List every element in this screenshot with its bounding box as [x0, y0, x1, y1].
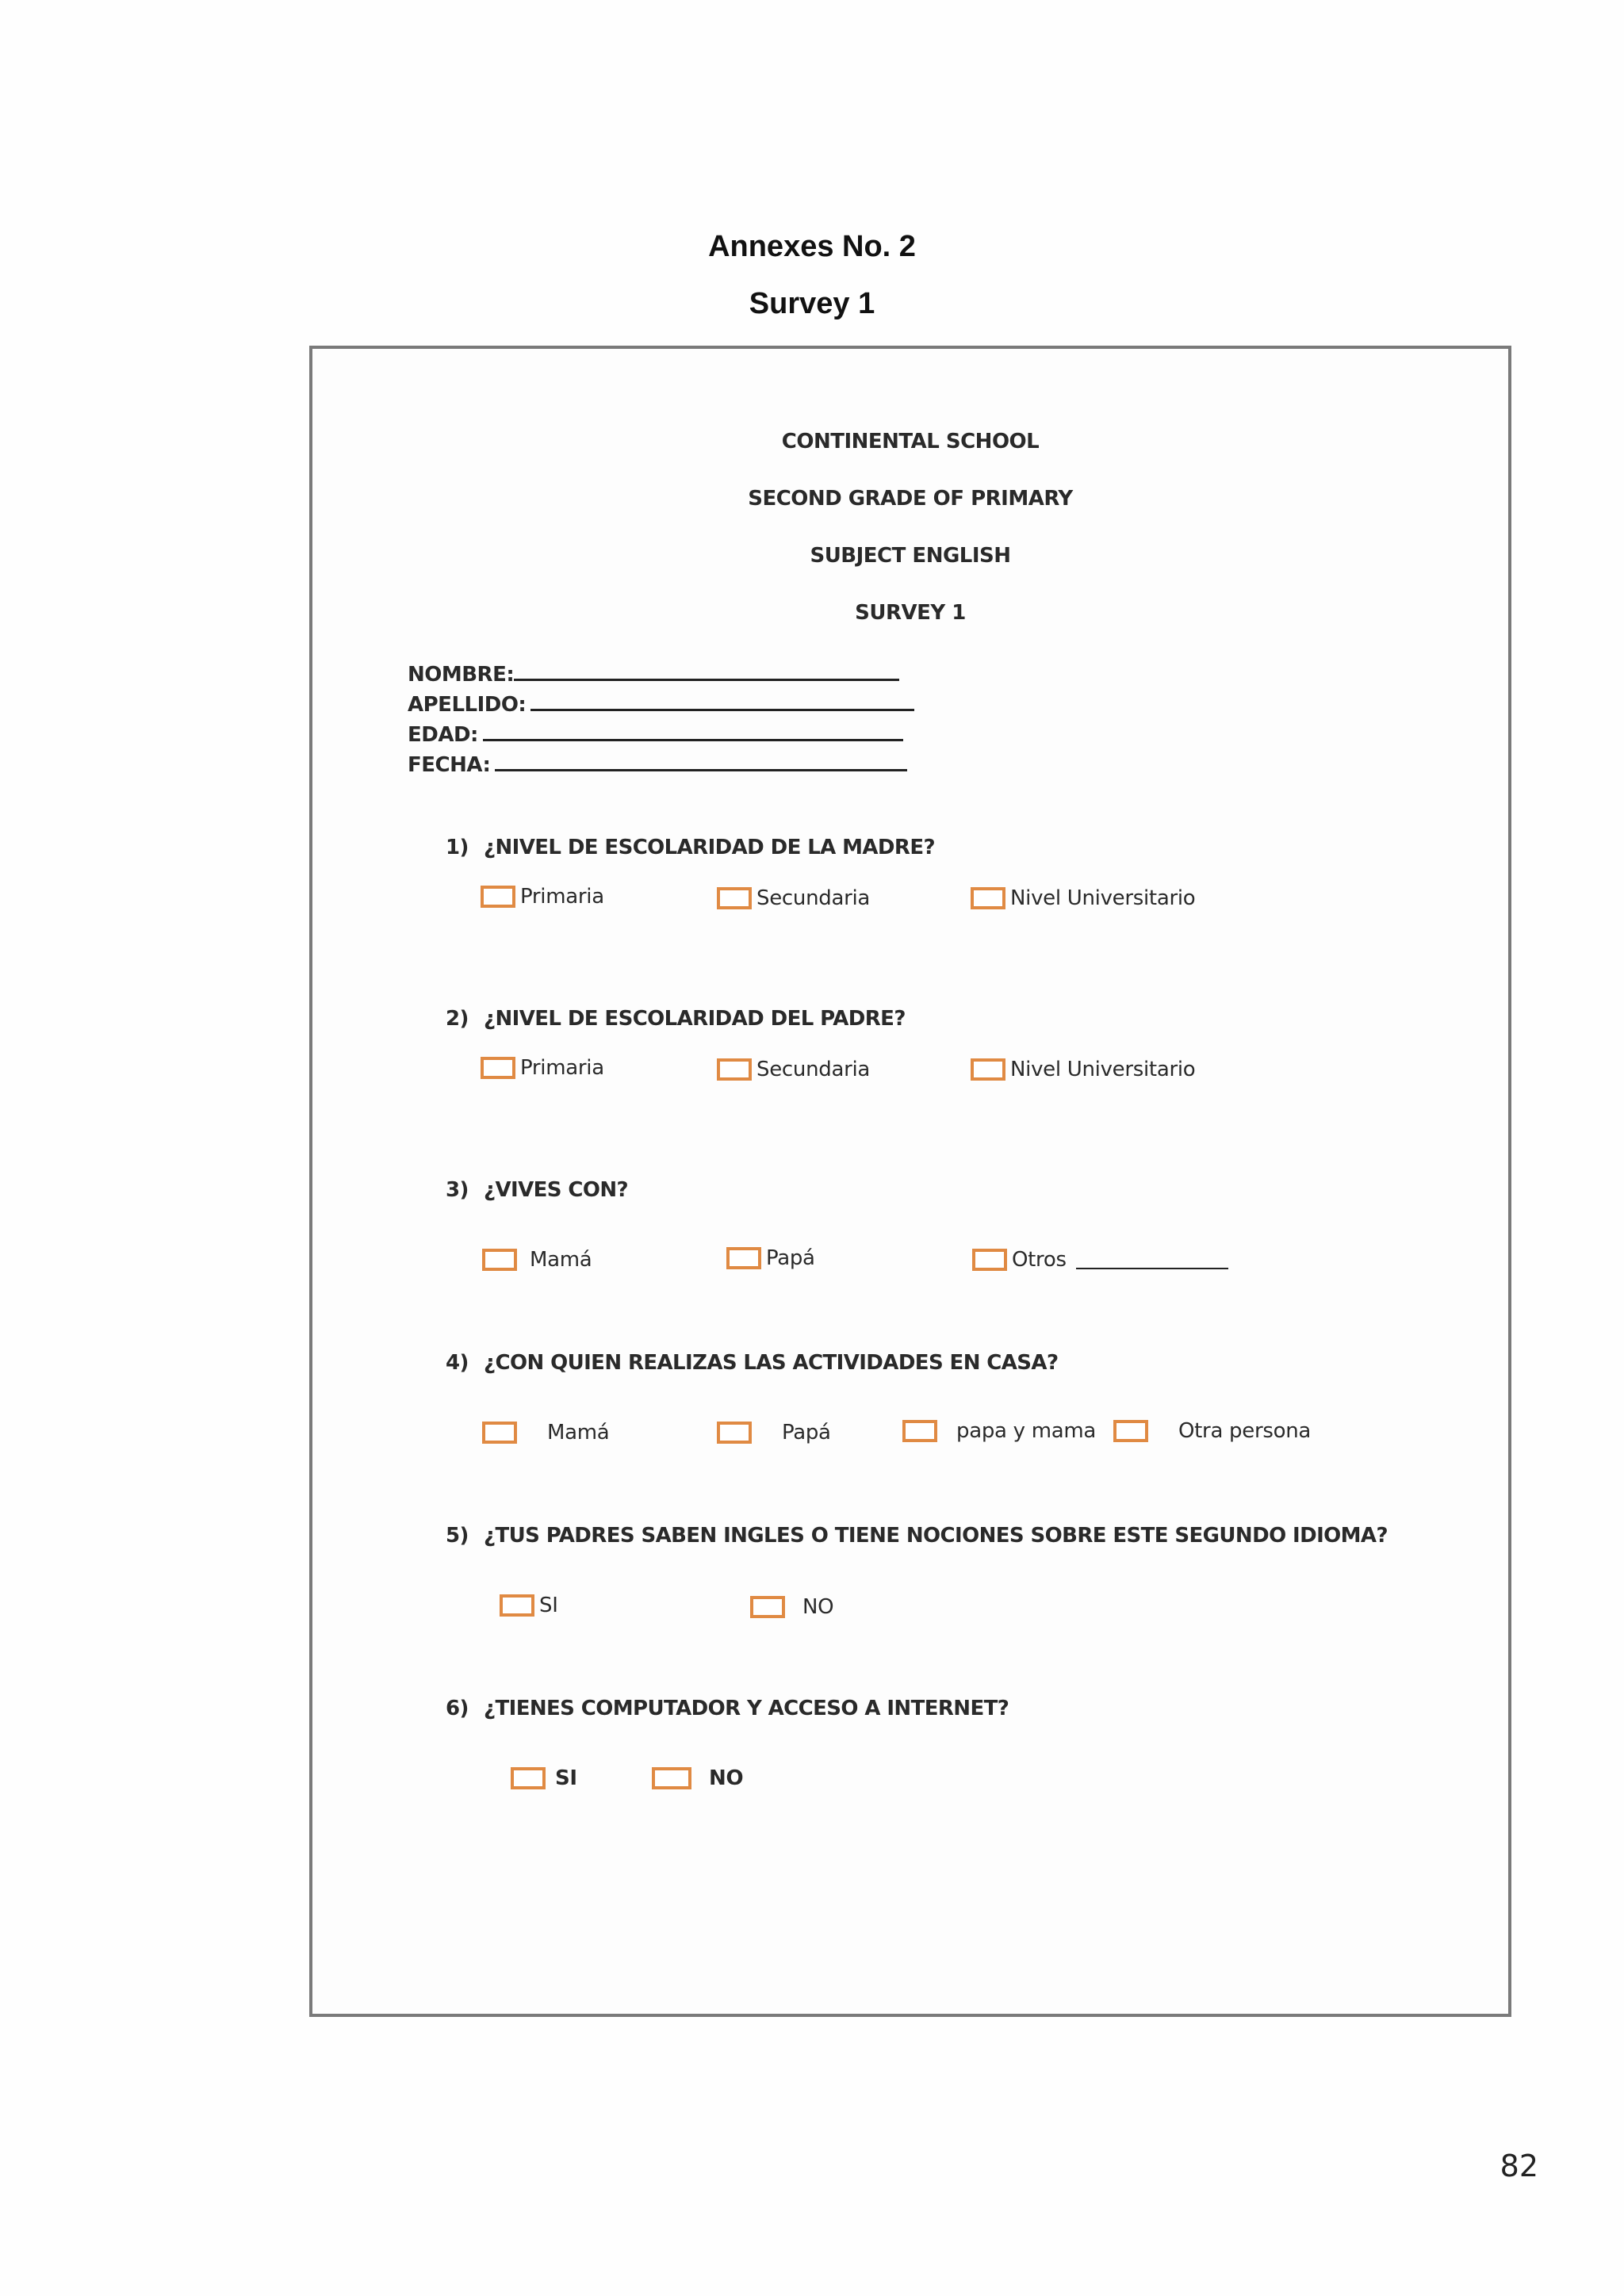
field-apellido[interactable] [408, 691, 914, 717]
field-nombre[interactable] [408, 661, 899, 687]
survey-heading: Survey 1 [749, 287, 875, 320]
question-5-number: 5) [446, 1524, 469, 1548]
school-name: CONTINENTAL SCHOOL [781, 430, 1040, 453]
checkbox[interactable] [971, 1058, 1005, 1081]
q1-option-secundaria[interactable] [717, 886, 870, 910]
question-3-text: ¿VIVES CON? [484, 1178, 628, 1202]
checkbox[interactable] [971, 887, 1005, 909]
option-label: Nivel Universitario [1010, 886, 1196, 910]
option-label: SI [539, 1594, 558, 1617]
option-label: Papá [766, 1246, 815, 1270]
option-label: NO [802, 1595, 834, 1619]
option-label: Secundaria [756, 1058, 871, 1081]
field-edad-line[interactable] [483, 721, 903, 741]
checkbox[interactable] [717, 1058, 752, 1081]
field-nombre-line[interactable] [514, 661, 899, 681]
field-nombre-label: NOMBRE: [408, 663, 515, 687]
otros-blank-line[interactable] [1076, 1250, 1228, 1269]
question-1-number: 1) [446, 836, 469, 859]
survey-title: SURVEY 1 [855, 601, 966, 625]
option-label: Papá [782, 1421, 831, 1445]
q2-option-universitario[interactable] [971, 1058, 1195, 1081]
field-fecha-label: FECHA: [408, 753, 491, 777]
q3-option-otros[interactable] [972, 1248, 1228, 1272]
checkbox[interactable] [717, 1422, 752, 1444]
survey-scan-frame [309, 346, 1511, 2017]
field-apellido-line[interactable] [530, 691, 914, 711]
question-6 [446, 1697, 1009, 1720]
question-4-number: 4) [446, 1351, 469, 1375]
checkbox[interactable] [481, 886, 515, 908]
question-6-number: 6) [446, 1697, 469, 1720]
q6-option-no[interactable] [652, 1766, 743, 1790]
q3-option-papa[interactable] [726, 1246, 815, 1270]
option-label: papa y mama [956, 1419, 1097, 1443]
question-2-text: ¿NIVEL DE ESCOLARIDAD DEL PADRE? [484, 1007, 906, 1031]
question-2-number: 2) [446, 1007, 469, 1031]
checkbox[interactable] [482, 1422, 517, 1444]
checkbox[interactable] [717, 887, 752, 909]
q5-option-si[interactable] [500, 1594, 558, 1617]
checkbox[interactable] [500, 1594, 534, 1617]
q4-option-papa[interactable] [717, 1421, 831, 1445]
subject-line: SUBJECT ENGLISH [810, 544, 1011, 568]
q4-option-papa-y-mama[interactable] [902, 1419, 1096, 1443]
question-4-text: ¿CON QUIEN REALIZAS LAS ACTIVIDADES EN CASA? [484, 1351, 1059, 1375]
question-1 [446, 836, 935, 859]
option-label: SI [555, 1766, 577, 1790]
field-edad-label: EDAD: [408, 723, 478, 747]
question-6-text: ¿TIENES COMPUTADOR Y ACCESO A INTERNET? [484, 1697, 1009, 1720]
question-2 [446, 1007, 906, 1031]
question-5-text: ¿TUS PADRES SABEN INGLES O TIENE NOCIONES SOBRE ESTE SEGUNDO IDIOMA? [484, 1524, 1388, 1548]
field-edad[interactable] [408, 721, 903, 747]
q1-option-primaria[interactable] [481, 885, 604, 909]
question-3 [446, 1178, 628, 1202]
field-fecha-line[interactable] [495, 752, 907, 771]
checkbox[interactable] [511, 1767, 546, 1789]
option-label: NO [709, 1766, 744, 1790]
field-fecha[interactable] [408, 752, 907, 777]
page-number: 82 [1500, 2149, 1538, 2183]
q4-option-otra-persona[interactable] [1113, 1419, 1311, 1443]
question-4 [446, 1351, 1058, 1375]
checkbox[interactable] [902, 1420, 937, 1442]
question-5 [446, 1524, 1388, 1548]
checkbox[interactable] [482, 1249, 517, 1271]
q6-option-si[interactable] [511, 1766, 577, 1790]
checkbox[interactable] [1113, 1420, 1148, 1442]
option-label: Mamá [530, 1248, 592, 1272]
q2-option-secundaria[interactable] [717, 1058, 870, 1081]
q5-option-no[interactable] [750, 1595, 833, 1619]
checkbox[interactable] [481, 1057, 515, 1079]
q3-option-mama[interactable] [482, 1248, 592, 1272]
option-label: Primaria [520, 1056, 604, 1080]
annex-heading: Annexes No. 2 [708, 230, 916, 263]
question-1-text: ¿NIVEL DE ESCOLARIDAD DE LA MADRE? [484, 836, 935, 859]
option-label: Otros [1012, 1248, 1067, 1272]
q2-option-primaria[interactable] [481, 1056, 604, 1080]
survey-form [312, 349, 1508, 2014]
checkbox[interactable] [652, 1767, 691, 1789]
option-label: Nivel Universitario [1010, 1058, 1196, 1081]
option-label: Secundaria [756, 886, 871, 910]
field-apellido-label: APELLIDO: [408, 693, 527, 717]
option-label: Mamá [547, 1421, 610, 1445]
q1-option-universitario[interactable] [971, 886, 1195, 910]
checkbox[interactable] [750, 1596, 785, 1618]
option-label: Primaria [520, 885, 604, 909]
checkbox[interactable] [726, 1247, 761, 1269]
option-label: Otra persona [1178, 1419, 1311, 1443]
question-3-number: 3) [446, 1178, 469, 1202]
checkbox[interactable] [972, 1249, 1007, 1271]
q4-option-mama[interactable] [482, 1421, 609, 1445]
grade-line: SECOND GRADE OF PRIMARY [748, 487, 1073, 511]
